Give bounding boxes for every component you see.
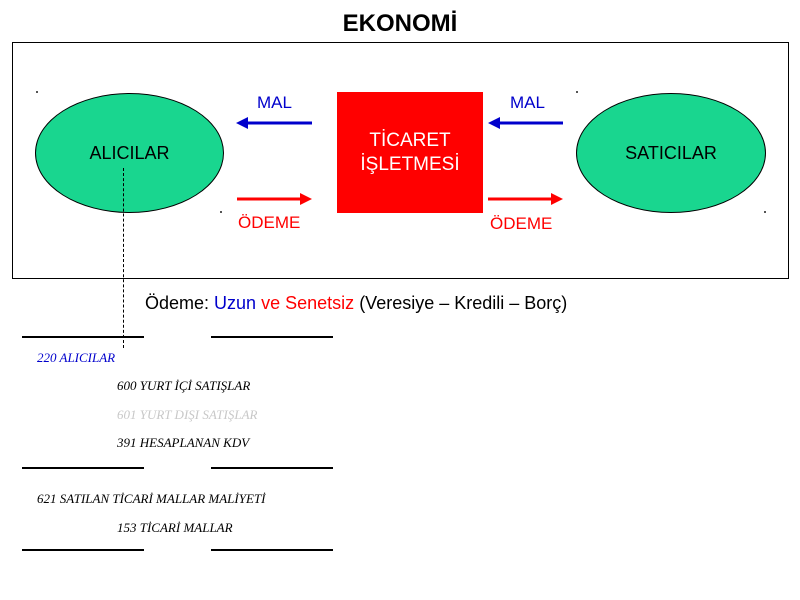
payment-terms-unsecured: Senetsiz [285, 293, 355, 313]
journal-credit-domestic-sales: 600 YURT İÇİ SATIŞLAR [117, 378, 251, 393]
payment-label-left: ÖDEME [238, 213, 301, 232]
journal-rule [211, 467, 333, 469]
payment-terms-note: (Veresiye – Kredili – Borç) [359, 293, 568, 313]
payment-terms-prefix: Ödeme: [145, 293, 210, 313]
dashed-connector [123, 168, 124, 348]
goods-label-right: MAL [510, 93, 545, 112]
journal-rule [211, 336, 333, 338]
trade-business-label-line2: İŞLETMESİ [360, 153, 460, 175]
payment-arrow-right [488, 193, 563, 205]
goods-arrow-left [236, 117, 312, 129]
payment-terms-long: Uzun [214, 293, 257, 313]
journal-debit-receivables: 220 ALICILAR [37, 350, 116, 365]
goods-label-left: MAL [257, 93, 292, 112]
goods-arrow-right [488, 117, 563, 129]
trade-business-label-line1: TİCARET [369, 129, 451, 151]
payment-terms-and: ve [261, 293, 281, 313]
journal-credit-foreign-sales: 601 YURT DIŞI SATIŞLAR [117, 407, 258, 422]
journal-credit-vat: 391 HESAPLANAN KDV [117, 435, 250, 450]
payment-arrow-left [237, 193, 312, 205]
page-title: EKONOMİ [342, 10, 458, 37]
journal-rule [22, 467, 144, 469]
journal-debit-cost-of-goods: 621 SATILAN TİCARİ MALLAR MALİYETİ [37, 491, 266, 506]
buyers-label: ALICILAR [89, 142, 170, 163]
journal-rule [22, 549, 144, 551]
journal-rule [22, 336, 144, 338]
payment-terms [145, 293, 567, 314]
sellers-label: SATICILAR [625, 142, 717, 163]
payment-label-right: ÖDEME [490, 214, 553, 233]
journal-credit-merchandise: 153 TİCARİ MALLAR [117, 520, 233, 535]
journal-rule [211, 549, 333, 551]
